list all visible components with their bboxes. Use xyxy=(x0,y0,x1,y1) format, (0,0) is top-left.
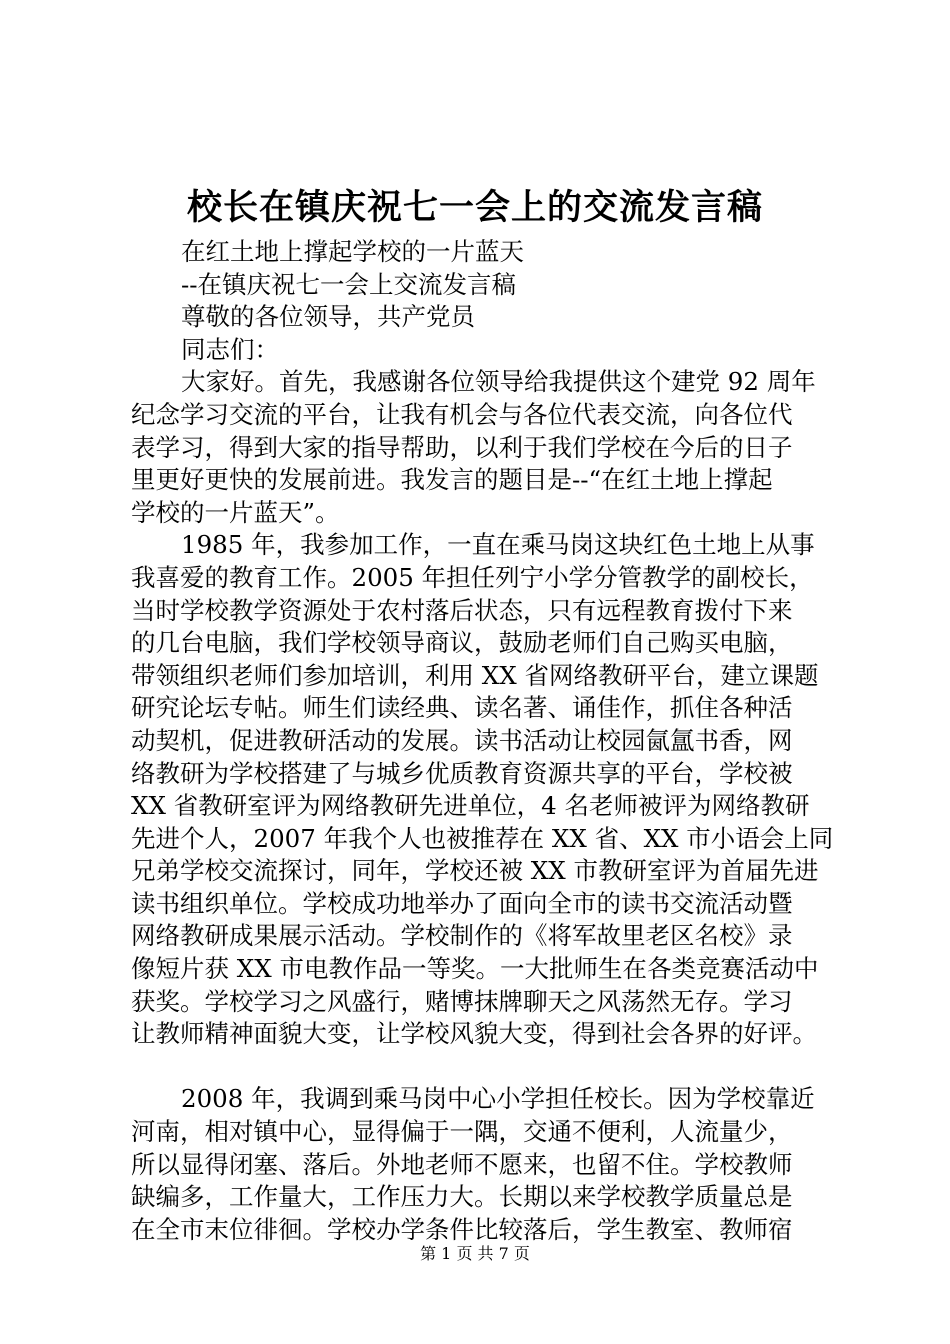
paragraph-1 xyxy=(131,366,831,529)
paragraph-2 xyxy=(131,529,834,1051)
paragraph-line: 动契机，促进教研活动的发展。读书活动让校园氤氲书香，网 xyxy=(131,725,793,755)
header-block xyxy=(131,236,831,366)
salutation-line: 同志们： xyxy=(181,334,279,364)
paragraph-line: 像短片获 XX 市电教作品一等奖。一大批师生在各类竞赛活动中 xyxy=(131,954,819,984)
paragraph-line: XX 省教研室评为网络教研先进单位，4 名老师被评为网络教研 xyxy=(131,791,810,821)
paragraph-line: 络教研为学校搭建了与城乡优质教育资源共享的平台，学校被 xyxy=(131,758,793,788)
paragraph-line: 让教师精神面貌大变，让学校风貌大变，得到社会各界的好评。 xyxy=(131,1019,817,1049)
paragraph-line: 里更好更快的发展前进。我发言的题目是--“在红土地上撑起 xyxy=(131,465,773,495)
paragraph-line: 缺编多，工作量大，工作压力大。长期以来学校教学质量总是 xyxy=(131,1182,793,1212)
paragraph-line: 带领组织老师们参加培训，利用 XX 省网络教研平台，建立课题 xyxy=(131,660,819,690)
paragraph-line: 网络教研成果展示活动。学校制作的《将军故里老区名校》录 xyxy=(131,921,793,951)
paragraph-line: 获奖。学校学习之风盛行，赌博抹牌聊天之风荡然无存。学习 xyxy=(131,986,793,1016)
paragraph-3 xyxy=(131,1083,831,1246)
paragraph-line: 先进个人，2007 年我个人也被推荐在 XX 省、XX 市小语会上同 xyxy=(131,823,834,853)
paragraph-line: 在全市末位徘徊。学校办学条件比较落后，学生教室、教师宿 xyxy=(131,1214,793,1244)
paragraph-line: 读书组织单位。学校成功地举办了面向全市的读书交流活动暨 xyxy=(131,888,793,918)
paragraph-line: 当时学校教学资源处于农村落后状态，只有远程教育拨付下来 xyxy=(131,595,793,625)
paragraph-line: 我喜爱的教育工作。2005 年担任列宁小学分管教学的副校长， xyxy=(131,562,814,592)
document-title: 校长在镇庆祝七一会上的交流发言稿 xyxy=(186,187,763,228)
paragraph-line: 1985 年，我参加工作，一直在乘马岗这块红色土地上从事 xyxy=(181,530,815,560)
paragraph-line: 大家好。首先，我感谢各位领导给我提供这个建党 92 周年 xyxy=(181,367,816,397)
document-body xyxy=(131,236,834,1246)
paragraph-line: 的几台电脑，我们学校领导商议，鼓励老师们自己购买电脑， xyxy=(131,628,793,658)
subtitle-line: 在红土地上撑起学校的一片蓝天 xyxy=(181,237,524,266)
paragraph-line: 表学习，得到大家的指导帮助，以利于我们学校在今后的日子 xyxy=(131,432,793,462)
paragraph-line: 学校的一片蓝天”。 xyxy=(131,497,340,527)
paragraph-line: 研究论坛专帖。师生们读经典、读名著、诵佳作，抓住各种活 xyxy=(131,693,793,723)
salutation-line: 尊敬的各位领导，共产党员 xyxy=(181,302,475,332)
paragraph-line: 2008 年，我调到乘马岗中心小学担任校长。因为学校靠近 xyxy=(181,1084,815,1114)
paragraph-line: 纪念学习交流的平台，让我有机会与各位代表交流，向各位代 xyxy=(131,399,793,429)
paragraph-gap xyxy=(131,1051,831,1084)
paragraph-line: 兄弟学校交流探讨，同年，学校还被 XX 市教研室评为首届先进 xyxy=(131,856,819,886)
page-number-footer: 第 1 页 共 7 页 xyxy=(420,1244,530,1263)
paragraph-line: 所以显得闭塞、落后。外地老师不愿来，也留不住。学校教师 xyxy=(131,1149,793,1179)
paragraph-line: 河南，相对镇中心，显得偏于一隅，交通不便利，人流量少， xyxy=(131,1117,793,1147)
subtitle-line: --在镇庆祝七一会上交流发言稿 xyxy=(181,269,517,299)
